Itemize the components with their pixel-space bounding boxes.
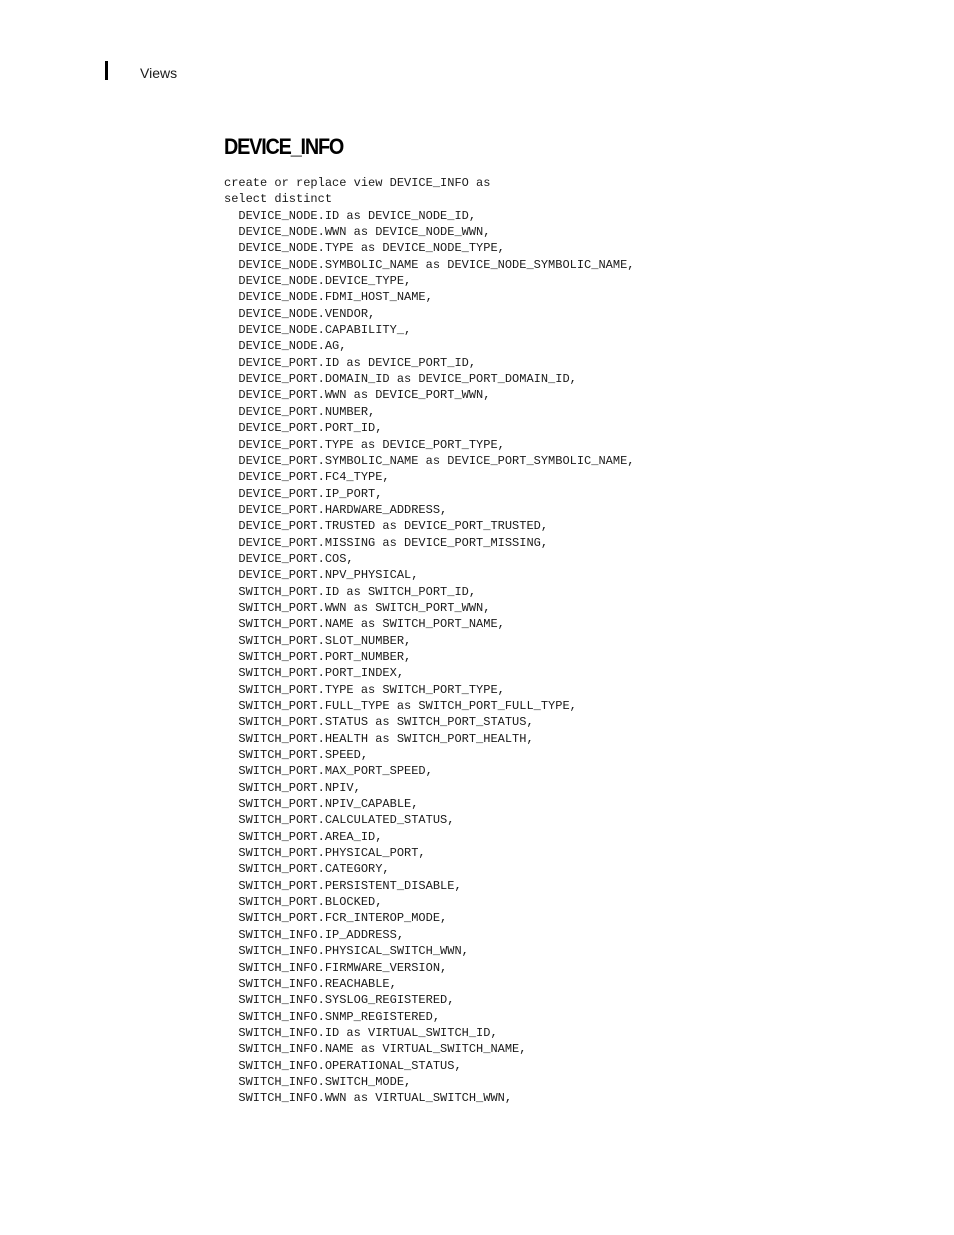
- code-line: SWITCH_PORT.PORT_NUMBER,: [224, 649, 412, 664]
- code-line: SWITCH_INFO.IP_ADDRESS,: [224, 927, 405, 942]
- code-line: SWITCH_INFO.PHYSICAL_SWITCH_WWN,: [224, 944, 469, 959]
- code-line: SWITCH_PORT.STATUS as SWITCH_PORT_STATUS,: [224, 715, 534, 730]
- code-line: DEVICE_NODE.DEVICE_TYPE,: [224, 274, 412, 289]
- code-line: DEVICE_PORT.DOMAIN_ID as DEVICE_PORT_DOMAIN_ID,: [224, 372, 577, 387]
- code-line: DEVICE_PORT.FC4_TYPE,: [224, 470, 390, 485]
- code-line: create or replace view DEVICE_INFO as: [224, 176, 491, 190]
- code-line: SWITCH_PORT.AREA_ID,: [224, 829, 383, 844]
- change-bar: [105, 61, 108, 80]
- code-line: SWITCH_PORT.HEALTH as SWITCH_PORT_HEALTH,: [224, 731, 534, 746]
- code-line: select distinct: [224, 192, 333, 207]
- code-line: SWITCH_INFO.SNMP_REGISTERED,: [224, 1009, 441, 1024]
- code-line: SWITCH_PORT.CATEGORY,: [224, 862, 390, 877]
- sql-code-block: [224, 175, 634, 1107]
- code-line: SWITCH_INFO.FIRMWARE_VERSION,: [224, 960, 448, 975]
- code-line: DEVICE_NODE.VENDOR,: [224, 306, 376, 321]
- section-title: DEVICE_INFO: [224, 134, 344, 159]
- code-line: DEVICE_PORT.NUMBER,: [224, 404, 376, 419]
- code-line: DEVICE_PORT.TYPE as DEVICE_PORT_TYPE,: [224, 437, 505, 452]
- code-line: DEVICE_NODE.WWN as DEVICE_NODE_WWN,: [224, 225, 491, 240]
- code-line: DEVICE_PORT.PORT_ID,: [224, 421, 383, 436]
- code-line: SWITCH_PORT.PORT_INDEX,: [224, 666, 405, 681]
- code-line: DEVICE_PORT.HARDWARE_ADDRESS,: [224, 502, 448, 517]
- code-line: SWITCH_PORT.SPEED,: [224, 748, 369, 763]
- code-line: DEVICE_NODE.FDMI_HOST_NAME,: [224, 290, 433, 305]
- code-line: DEVICE_PORT.TRUSTED as DEVICE_PORT_TRUSTED,: [224, 519, 549, 534]
- code-line: DEVICE_PORT.SYMBOLIC_NAME as DEVICE_PORT_SYMBOLIC_NAME,: [224, 453, 635, 468]
- code-line: SWITCH_PORT.NAME as SWITCH_PORT_NAME,: [224, 617, 505, 632]
- code-line: DEVICE_PORT.COS,: [224, 551, 354, 566]
- running-head: Views: [140, 65, 178, 81]
- code-line: SWITCH_INFO.NAME as VIRTUAL_SWITCH_NAME,: [224, 1042, 527, 1057]
- code-line: DEVICE_PORT.ID as DEVICE_PORT_ID,: [224, 355, 477, 370]
- code-line: SWITCH_PORT.NPIV,: [224, 780, 361, 795]
- code-line: DEVICE_PORT.NPV_PHYSICAL,: [224, 568, 419, 583]
- code-line: DEVICE_NODE.CAPABILITY_,: [224, 323, 412, 338]
- code-line: SWITCH_PORT.FULL_TYPE as SWITCH_PORT_FULL_TYPE,: [224, 699, 577, 713]
- code-line: SWITCH_INFO.ID as VIRTUAL_SWITCH_ID,: [224, 1025, 498, 1040]
- code-line: DEVICE_NODE.SYMBOLIC_NAME as DEVICE_NODE_SYMBOLIC_NAME,: [224, 257, 635, 272]
- code-line: SWITCH_INFO.WWN as VIRTUAL_SWITCH_WWN,: [224, 1091, 513, 1106]
- code-line: SWITCH_PORT.PHYSICAL_PORT,: [224, 846, 426, 861]
- code-line: DEVICE_NODE.TYPE as DEVICE_NODE_TYPE,: [224, 241, 505, 256]
- code-line: DEVICE_NODE.AG,: [224, 339, 347, 354]
- code-line: SWITCH_PORT.TYPE as SWITCH_PORT_TYPE,: [224, 682, 505, 697]
- code-line: DEVICE_PORT.MISSING as DEVICE_PORT_MISSING,: [224, 535, 549, 550]
- code-line: SWITCH_PORT.BLOCKED,: [224, 895, 383, 910]
- code-line: SWITCH_INFO.REACHABLE,: [224, 976, 397, 991]
- code-line: SWITCH_PORT.ID as SWITCH_PORT_ID,: [224, 584, 477, 599]
- code-line: SWITCH_PORT.FCR_INTEROP_MODE,: [224, 911, 448, 926]
- code-line: SWITCH_INFO.OPERATIONAL_STATUS,: [224, 1058, 462, 1073]
- code-line: DEVICE_PORT.IP_PORT,: [224, 486, 383, 501]
- code-line: DEVICE_NODE.ID as DEVICE_NODE_ID,: [224, 208, 477, 223]
- code-line: SWITCH_INFO.SYSLOG_REGISTERED,: [224, 993, 455, 1008]
- code-line: SWITCH_PORT.CALCULATED_STATUS,: [224, 813, 455, 828]
- code-line: SWITCH_INFO.SWITCH_MODE,: [224, 1074, 412, 1089]
- code-line: SWITCH_PORT.PERSISTENT_DISABLE,: [224, 878, 462, 893]
- code-line: DEVICE_PORT.WWN as DEVICE_PORT_WWN,: [224, 388, 491, 403]
- code-line: SWITCH_PORT.NPIV_CAPABLE,: [224, 797, 419, 812]
- code-line: SWITCH_PORT.SLOT_NUMBER,: [224, 633, 412, 648]
- code-line: SWITCH_PORT.MAX_PORT_SPEED,: [224, 764, 433, 779]
- code-line: SWITCH_PORT.WWN as SWITCH_PORT_WWN,: [224, 600, 491, 615]
